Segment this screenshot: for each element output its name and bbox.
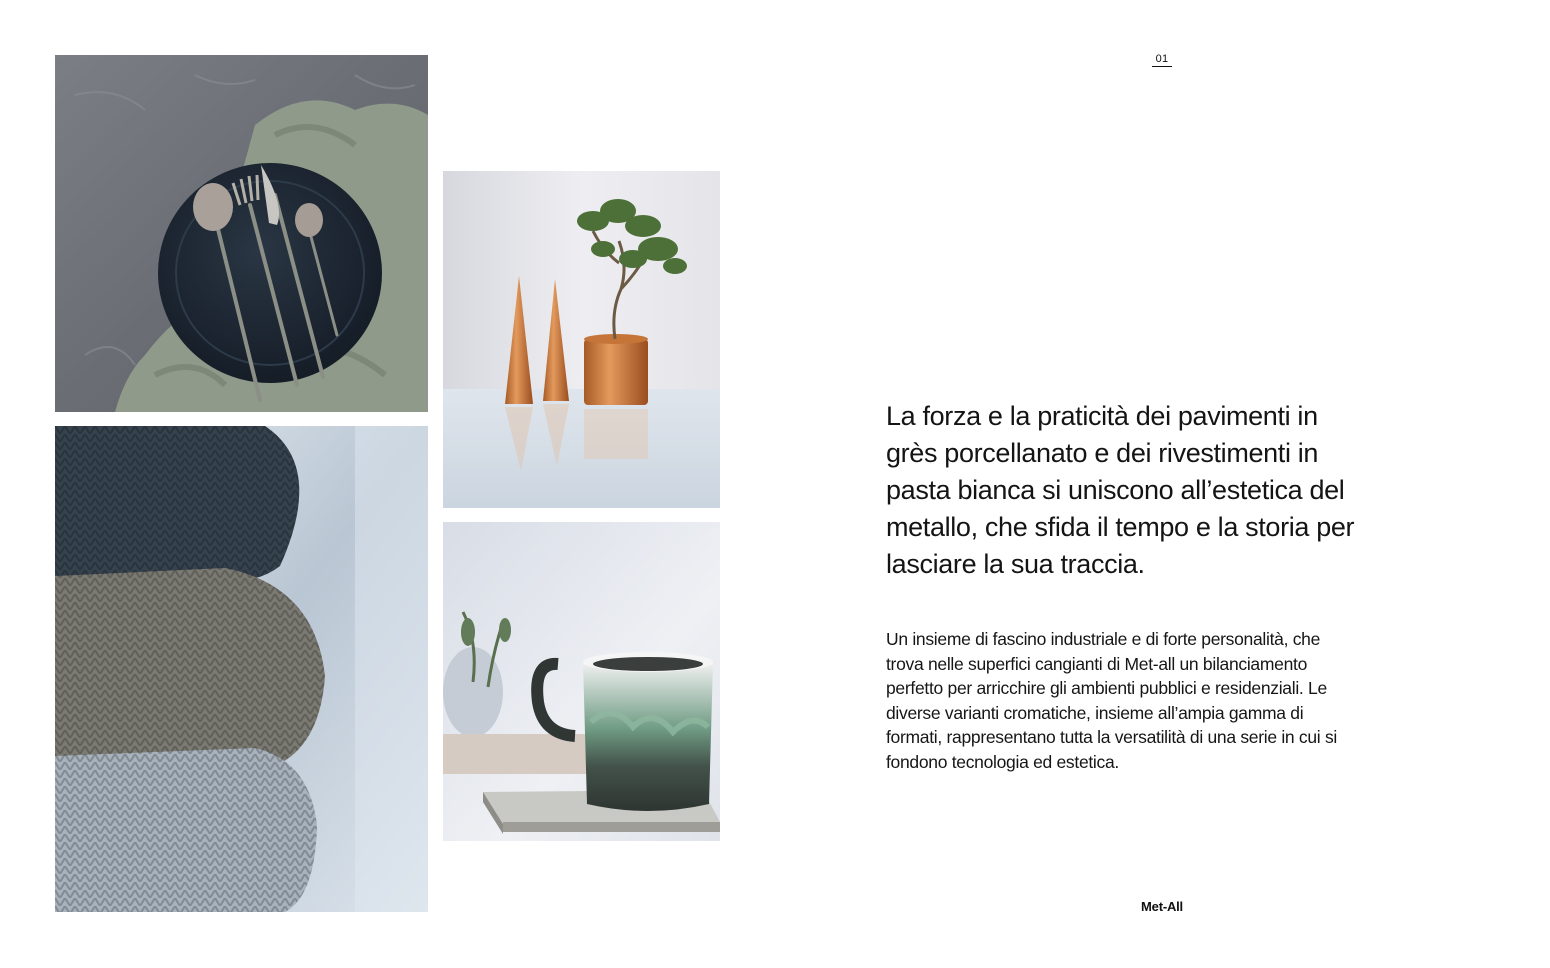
brand-name: Met-All	[1141, 899, 1183, 914]
body-paragraph: Un insieme di fascino industriale e di forte personalità, che trova nelle superfici cangianti di Met-all un bilanciamento perfetto per arricchire gli ambienti pubblici e residenziali. Le diverse varianti cromatiche, insieme all’ampia gamma di formati, rappresentano tutta la versatilità di una serie in cui si fondono tecnologia ed estetica.	[886, 629, 1337, 772]
photo-copper-decor	[443, 171, 720, 508]
photo-knitted-sweaters	[55, 426, 428, 912]
headline: La forza e la praticità dei pavimenti in grès porcellanato e dei rivestimenti in pasta bianca si uniscono all’estetica del metallo, che sfida il tempo e la storia per lasciare la sua traccia.	[886, 401, 1355, 579]
photo-ceramic-mug	[443, 522, 720, 841]
photo-cutlery-plate	[55, 55, 428, 412]
page-number: 01	[1152, 53, 1172, 67]
